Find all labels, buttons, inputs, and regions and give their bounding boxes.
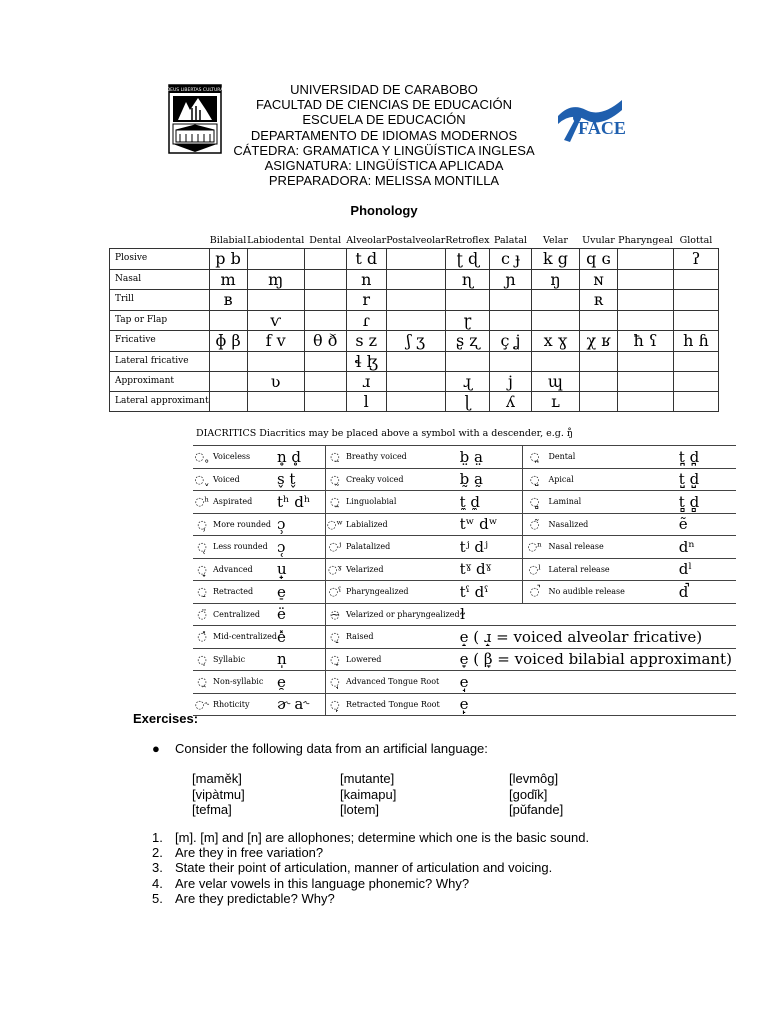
column-header: Dental <box>309 234 342 246</box>
diacritic-symbol: ◌ˠ <box>325 558 344 581</box>
ipa-cell <box>209 371 247 392</box>
diacritic-example: t̺ d̺ <box>679 468 736 491</box>
ipa-cell <box>531 290 579 311</box>
ipa-cell: ɻ <box>445 371 489 392</box>
ipa-cell: n <box>346 269 386 290</box>
question-item: 4. Are velar vowels in this language phonemic? Why? <box>152 875 470 891</box>
question-text: Are they predictable? Why? <box>175 890 335 906</box>
word-column <box>509 771 563 818</box>
ipa-cell <box>247 249 304 270</box>
ipa-cell: ʔ <box>673 249 718 270</box>
bullet-icon: ● <box>152 741 160 756</box>
column-header: Bilabial <box>209 234 247 246</box>
column-header: Alveolar <box>346 234 387 246</box>
ipa-cell: h ɦ <box>673 331 718 352</box>
diacritic-name: Linguolabial <box>344 491 460 514</box>
diacritic-symbol: ◌ <box>325 693 344 716</box>
header-line: ESCUELA DE EDUCACIÓN <box>302 112 466 128</box>
diacritic-name: Dental <box>546 446 678 469</box>
diacritic-name: Aspirated <box>211 491 277 514</box>
diacritic-example: dˡ <box>679 558 736 581</box>
question-list <box>152 830 589 906</box>
row-header: Trill <box>110 290 210 311</box>
ipa-cell <box>617 392 673 412</box>
diacritic-example: tˤ dˤ <box>460 581 523 604</box>
diacritic-symbol: ◌ <box>193 536 211 559</box>
diacritic-name: Voiceless <box>211 446 277 469</box>
ipa-cell: ɱ <box>247 269 304 290</box>
header-line: PREPARADORA: MELISSA MONTILLA <box>268 173 500 189</box>
word-item: [kaimapu] <box>340 786 397 802</box>
diacritic-name: Creaky voiced <box>344 468 460 491</box>
diacritic-symbol: ◌˳ <box>193 446 211 469</box>
ipa-cell <box>579 351 617 371</box>
column-header: Glottal <box>679 234 713 246</box>
diacritic-example: ɔ̜ <box>277 536 326 559</box>
ipa-cell: ʈ ɖ <box>445 249 489 270</box>
diacritic-example: ɫ <box>460 603 736 626</box>
diacritic-example: e̙ <box>460 693 736 716</box>
diacritic-name: Advanced <box>211 558 277 581</box>
exercise-intro <box>152 741 488 756</box>
diacritic-example: t̪ d̪ <box>679 446 736 469</box>
row-header: Fricative <box>110 331 210 352</box>
diacritic-name: Retracted <box>211 581 277 604</box>
ipa-cell <box>304 249 346 270</box>
word-column <box>340 771 396 818</box>
ipa-cell <box>445 290 489 311</box>
diacritic-name: Retracted Tongue Root <box>344 693 460 716</box>
diacritic-example: e̞ ( β̞ = voiced bilabial approximant) <box>460 648 736 671</box>
header-line: ASIGNATURA: LINGÜÍSTICA APLICADA <box>264 158 504 174</box>
ipa-cell: t d <box>346 249 386 270</box>
diacritic-symbol: ◌ˤ <box>325 581 344 604</box>
diacritic-name: Velarized or pharyngealized <box>344 603 460 626</box>
row-header: Nasal <box>110 269 210 290</box>
word-item: [vipàtmu] <box>192 786 245 802</box>
diacritic-example: e̝ ( ɹ̝ = voiced alveolar fricative) <box>460 626 736 649</box>
ipa-cell: ʀ <box>579 290 617 311</box>
diacritic-example: t̻ d̻ <box>679 491 736 514</box>
ipa-cell <box>673 269 718 290</box>
diacritic-symbol: ◌ <box>193 513 211 536</box>
diacritic-name: Velarized <box>344 558 460 581</box>
header-line: FACULTAD DE CIENCIAS DE EDUCACIÓN <box>256 97 512 113</box>
question-item: 5. Are they predictable? Why? <box>152 890 335 906</box>
diacritic-name: Syllabic <box>211 648 277 671</box>
ipa-cell: s z <box>346 331 386 352</box>
question-text: Are velar vowels in this language phonemic? Why? <box>175 875 470 891</box>
row-header: Plosive <box>110 249 210 270</box>
ipa-cell <box>386 392 445 412</box>
ipa-cell: ⱱ <box>247 310 304 331</box>
ipa-cell: q ɢ <box>579 249 617 270</box>
ipa-cell: m <box>209 269 247 290</box>
ipa-cell <box>304 269 346 290</box>
diacritic-name: Palatalized <box>344 536 460 559</box>
ipa-cell: ʎ <box>489 392 531 412</box>
diacritic-name: Apical <box>546 468 678 491</box>
diacritic-name: Lateral release <box>546 558 678 581</box>
diacritic-name: Raised <box>344 626 460 649</box>
diacritic-example: d̚ <box>679 581 736 604</box>
word-item: [pǔfande] <box>509 802 564 817</box>
corner-cell <box>110 232 210 249</box>
diacritic-example: u̟ <box>277 558 326 581</box>
diacritic-example: tʲ dʲ <box>460 536 523 559</box>
diacritic-name: No audible release <box>546 581 678 604</box>
institution-header <box>200 82 568 188</box>
diacritic-symbol: ◌ <box>522 581 546 604</box>
ipa-cell <box>386 249 445 270</box>
ipa-cell <box>386 310 445 331</box>
ipa-cell: k g <box>531 249 579 270</box>
diacritic-example: b̤ a̤ <box>460 446 523 469</box>
diacritics-table <box>193 445 736 716</box>
ipa-cell <box>617 351 673 371</box>
ipa-cell: ʋ <box>247 371 304 392</box>
diacritic-name: More rounded <box>211 513 277 536</box>
diacritic-name: Advanced Tongue Root <box>344 671 460 694</box>
diacritic-name: Nasalized <box>546 513 678 536</box>
question-text: Are they in free variation? <box>175 845 324 861</box>
column-header: Postalveolar <box>386 234 446 246</box>
diacritic-name: Less rounded <box>211 536 277 559</box>
diacritic-symbol: ◌ <box>193 671 211 694</box>
row-header: Approximant <box>110 371 210 392</box>
ipa-cell: ç ʝ <box>489 331 531 352</box>
diacritics-caption: DIACRITICS Diacritics may be placed above a symbol with a descender, e.g. ŋ̊ <box>196 428 574 439</box>
diacritic-name: Pharyngealized <box>344 581 460 604</box>
ipa-cell: j <box>489 371 531 392</box>
word-item: [lotem] <box>340 802 380 817</box>
diacritic-example: n̥ d̥ <box>277 446 326 469</box>
diacritic-example: tʰ dʰ <box>277 491 326 514</box>
ipa-cell: ɽ <box>445 310 489 331</box>
diacritic-symbol: ◌ʰ <box>193 491 211 514</box>
diacritic-symbol: ◌ˬ <box>193 468 211 491</box>
ipa-cell: ɾ <box>346 310 386 331</box>
column-header: Retroflex <box>445 234 490 246</box>
ipa-cell <box>579 392 617 412</box>
diacritic-name: Mid-centralized <box>211 626 277 649</box>
ipa-cell <box>304 290 346 311</box>
diacritic-name: Centralized <box>211 603 277 626</box>
diacritic-symbol: ◌ <box>325 603 344 626</box>
diacritic-name: Rhoticity <box>211 693 277 716</box>
ipa-cell: ʙ <box>209 290 247 311</box>
ipa-cell: ɴ <box>579 269 617 290</box>
word-item: [mutante] <box>340 771 395 786</box>
row-header: Tap or Flap <box>110 310 210 331</box>
diacritic-example: n̩ <box>277 648 326 671</box>
ipa-cell <box>209 392 247 412</box>
header-line: UNIVERSIDAD DE CARABOBO <box>290 82 478 97</box>
ipa-cell: x ɣ <box>531 331 579 352</box>
header-line: CÁTEDRA: GRAMATICA Y LINGÜÍSTICA INGLESA <box>233 142 535 158</box>
ipa-cell: ɹ <box>346 371 386 392</box>
diacritic-symbol: ◌ <box>193 558 211 581</box>
ipa-cell <box>304 392 346 412</box>
diacritic-symbol: ◌ <box>522 513 546 536</box>
ipa-cell <box>579 310 617 331</box>
ipa-cell <box>617 310 673 331</box>
ipa-cell: ħ ʕ <box>617 331 673 352</box>
diacritic-symbol: ◌ <box>325 468 344 491</box>
ipa-cell <box>304 371 346 392</box>
diacritic-symbol: ◌ <box>193 603 211 626</box>
ipa-cell: ʂ ʐ <box>445 331 489 352</box>
diacritic-symbol: ◌ <box>193 626 211 649</box>
column-header: Labiodental <box>247 234 305 246</box>
ipa-cell: l <box>346 392 386 412</box>
ipa-cell: χ ʁ <box>579 331 617 352</box>
diacritic-example: ë <box>277 603 326 626</box>
question-item: 1. [m]. [m] and [n] are allophones; determine which one is the basic sound. <box>152 830 590 845</box>
diacritic-symbol: ◌ <box>325 648 344 671</box>
diacritic-symbol: ◌ <box>522 468 546 491</box>
diacritic-example: t̼ d̼ <box>460 491 523 514</box>
ipa-cell <box>617 249 673 270</box>
diacritic-name: Labialized <box>344 513 460 536</box>
ipa-cell <box>209 351 247 371</box>
ipa-cell <box>531 310 579 331</box>
word-item: [godǐk] <box>509 786 548 802</box>
diacritic-name: Lowered <box>344 648 460 671</box>
ipa-cell: p b <box>209 249 247 270</box>
ipa-consonant-chart <box>109 232 719 412</box>
word-column <box>192 771 245 818</box>
ipa-cell: c ɟ <box>489 249 531 270</box>
diacritic-example: ɔ̹ <box>277 513 326 536</box>
header-line: DEPARTAMENTO DE IDIOMAS MODERNOS <box>250 127 518 143</box>
question-text: [m]. [m] and [n] are allophones; determine which one is the basic sound. <box>175 830 590 845</box>
question-item: 2. Are they in free variation? <box>152 845 324 861</box>
intro-text: Consider the following data from an artificial language: <box>175 741 488 756</box>
ipa-cell <box>489 351 531 371</box>
word-item: [maměk] <box>192 771 242 786</box>
column-header: Uvular <box>582 234 615 246</box>
ipa-cell: r <box>346 290 386 311</box>
diacritic-symbol: ◌ <box>325 491 344 514</box>
ipa-cell <box>386 371 445 392</box>
ipa-cell <box>673 351 718 371</box>
diacritic-example: ɚ a˞ <box>277 693 326 716</box>
diacritic-symbol: ◌ <box>325 671 344 694</box>
ipa-cell <box>617 371 673 392</box>
column-header: Palatal <box>494 234 527 246</box>
diacritic-symbol: ◌ <box>522 446 546 469</box>
ipa-cell <box>386 351 445 371</box>
face-logo-text: FACE <box>578 118 626 138</box>
ipa-cell <box>445 351 489 371</box>
diacritic-symbol: ◌ <box>325 446 344 469</box>
ipa-cell: ɭ <box>445 392 489 412</box>
diacritic-symbol: ◌ <box>325 626 344 649</box>
diacritic-example: s̬ t̬ <box>277 468 326 491</box>
ipa-cell <box>673 392 718 412</box>
word-item: [tefma] <box>192 802 232 817</box>
ipa-cell: ɲ <box>489 269 531 290</box>
ipa-cell <box>617 269 673 290</box>
ipa-cell <box>304 310 346 331</box>
ipa-cell <box>209 310 247 331</box>
ipa-cell <box>386 290 445 311</box>
diacritic-symbol: ◌ʷ <box>325 513 344 536</box>
ipa-cell <box>304 351 346 371</box>
diacritic-name: Voiced <box>211 468 277 491</box>
column-header: Velar <box>543 234 568 246</box>
row-header: Lateral fricative <box>110 351 210 371</box>
diacritic-example: e̯ <box>277 671 326 694</box>
diacritic-symbol: ◌ <box>522 491 546 514</box>
question-text: State their point of articulation, manner of articulation and voicing. <box>175 860 553 876</box>
word-item: [levmôg] <box>509 771 559 786</box>
diacritic-symbol: ◌˞ <box>193 693 211 716</box>
ipa-cell <box>673 310 718 331</box>
diacritic-name: Breathy voiced <box>344 446 460 469</box>
diacritic-symbol: ◌ <box>193 581 211 604</box>
ipa-cell: f v <box>247 331 304 352</box>
diacritic-symbol: ◌ˡ <box>522 558 546 581</box>
diacritic-symbol: ◌ⁿ <box>522 536 546 559</box>
diacritic-example: b̰ a̰ <box>460 468 523 491</box>
ipa-cell <box>386 269 445 290</box>
ipa-cell: ʟ <box>531 392 579 412</box>
diacritic-name: Laminal <box>546 491 678 514</box>
diacritic-symbol: ◌ <box>193 648 211 671</box>
ipa-cell: ŋ <box>531 269 579 290</box>
ipa-cell: ɳ <box>445 269 489 290</box>
ipa-cell: θ ð <box>304 331 346 352</box>
ipa-cell <box>531 351 579 371</box>
ipa-cell: ʃ ʒ <box>386 331 445 352</box>
ipa-cell <box>247 290 304 311</box>
ipa-cell: ɰ <box>531 371 579 392</box>
exercises-heading: Exercises: <box>133 711 199 726</box>
ipa-cell <box>673 290 718 311</box>
diacritic-example: tʷ dʷ <box>460 513 523 536</box>
ipa-cell <box>247 392 304 412</box>
diacritic-name: Non-syllabic <box>211 671 277 694</box>
ipa-cell <box>489 310 531 331</box>
ipa-cell <box>673 371 718 392</box>
diacritic-name: Nasal release <box>546 536 678 559</box>
diacritic-example: e̽ <box>277 626 326 649</box>
seal-motto: DEUS LIBERTAS CULTURA <box>168 88 222 93</box>
question-item: 3. State their point of articulation, manner of articulation and voicing. <box>152 860 553 876</box>
row-header: Lateral approximant <box>110 392 210 412</box>
ipa-cell <box>489 290 531 311</box>
diacritic-example: e̘ <box>460 671 736 694</box>
ipa-cell: ɬ ɮ <box>346 351 386 371</box>
diacritic-example: ẽ <box>679 513 736 536</box>
column-header: Pharyngeal <box>618 234 673 246</box>
ipa-cell: ɸ β <box>209 331 247 352</box>
diacritic-example: dⁿ <box>679 536 736 559</box>
diacritic-symbol: ◌ʲ <box>325 536 344 559</box>
ipa-cell <box>247 351 304 371</box>
diacritic-example: tˠ dˠ <box>460 558 523 581</box>
ipa-cell <box>579 371 617 392</box>
face-logo-icon <box>556 96 626 144</box>
diacritic-example: e̠ <box>277 581 326 604</box>
page-title: Phonology <box>350 203 418 218</box>
ipa-cell <box>617 290 673 311</box>
